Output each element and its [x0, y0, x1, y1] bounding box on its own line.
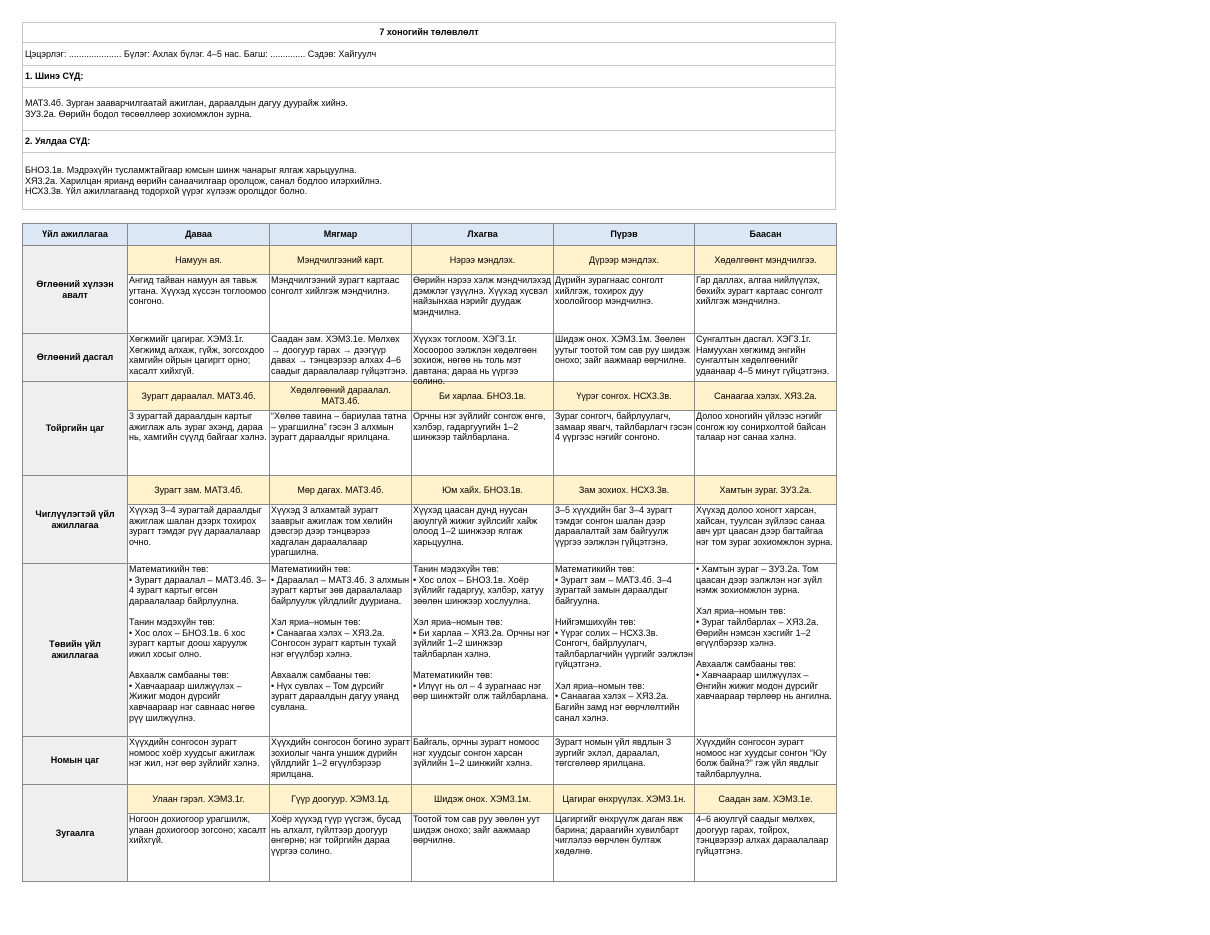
table-cell [128, 505, 270, 564]
cell-text: Байгаль, орчны зурагт номоос нэг хуудсыг сонгон харсан зүйлийн 1–2 шинжийг хэлнэ. [413, 737, 540, 769]
activity-tag: Шидэж онох. ХЭМ3.1м. [412, 785, 554, 814]
table-cell [695, 737, 837, 785]
tag-row [23, 246, 837, 275]
activity-tag: Хамтын зураг. ЗУ3.2а. [695, 476, 837, 505]
activity-tag: Би харлаа. БНО3.1в. [412, 382, 554, 411]
cell-text: Дүрийн зурагнаас сонголт хийлгэж, тохирох дуу хоолойгоор мэндчилнэ. [555, 275, 664, 307]
cell-text: Математикийн төв: • Дараалал – МАТ3.4б. 3 алхмын зурагт картыг зөв дараалалаар байрлуулж үйлдлийг дууриана. Хэл яриа–номын төв: • Санаагаа хэлэх – ХЯ3.2а. Сонгосон зурагт картын тухай нэг өгүүлбэр хэлнэ. Авхаалж самбааны төв: • Нүх сувлах – Том дүрсийг зурагт дараалдын дагуу уяанд сувлана. [271, 564, 410, 712]
cell-text: Хоёр хүүхэд гүүр үүсгэж, бусад нь алхалт, гүйлтээр доогуур өнгөрнө; нэг тойргийн дараа үүргээ солино. [271, 814, 401, 856]
cell-text: Математикийн төв: • Зурагт дараалал – МАТ3.4б. 3–4 зурагт картыг өгсөн дараалалаар байрлуулна. Танин мэдэхүйн төв: • Хос олох – БНО3.1в. 6 хос зурагт картыг доош харуулж ижил хосыг олно. Авхаалж самбааны төв: • Хавчаараар шилжүүлэх – Жижиг модон дүрсийг хавчаараар нэг савнаас нөгөө рүү шилжүүлнэ. [129, 564, 267, 723]
meta-line: Цэцэрлэг: ..................... Бүлэг: Ахлах бүлэг. 4–5 нас. Багш: .............. Сэдэв: Хайгуулч [23, 43, 836, 66]
table-cell [554, 411, 695, 476]
cell-text: Саадан зам. ХЭМ3.1е. Мөлхөх → доогуур гарах → дээгүүр давах → тэнцвэрээр алхах 4–6 саадыг дараалалаар гүйцэтгэнэ. [271, 334, 408, 376]
table-cell [270, 505, 412, 564]
cell-text: Долоо хоногийн үйлээс нэгийг сонгож юу сонирхолтой байсан талаар нэг санаа хэлнэ. [696, 411, 826, 443]
row-label: Номын цаг [23, 737, 128, 785]
activity-tag: Нэрээ мэндлэх. [412, 246, 554, 275]
table-cell [128, 737, 270, 785]
cell-text: Хүүхдийн сонгосон зурагт номоос нэг хуудсыг сонгон “Юу болж байна?” гэж үйл явдлыг тайлбарлуулна. [696, 737, 827, 779]
activity-tag: Санаагаа хэлэх. ХЯ3.2а. [695, 382, 837, 411]
table-cell [270, 564, 412, 737]
table-cell [695, 411, 837, 476]
cell-text: “Хөлөө тавина – бариулаа татна – урагшилна” гэсэн 3 алхмын зурагт дараалдыг ярилцана. [271, 411, 407, 443]
cell-text: 3 зурагтай дараалдын картыг ажиглаж аль зураг эхэнд, дараа нь, хамгийн сүүлд байгааг хэлнэ. [129, 411, 267, 443]
row-label: Тойргийн цаг [23, 382, 128, 476]
activity-tag: Гүүр доогуур. ХЭМ3.1д. [270, 785, 412, 814]
table-cell [270, 334, 412, 382]
tag-row [23, 785, 837, 814]
cell-text: Хүүхэд 3–4 зурагтай дараалдыг ажиглаж шалан дээрх тохирох зурагт тэмдэг рүү дараалалаар очно. [129, 505, 262, 547]
cell-text: Тоотой том сав руу зөөлөн уут шидэж онохо; зайг аажмаар өөрчилнө. [413, 814, 541, 846]
table-cell [554, 564, 695, 737]
table-cell [412, 411, 554, 476]
cell-text: Хүүхдийн сонгосон зурагт номоос хоёр хуудсыг ажиглаж нэг жил, нэг өөр зүйлийг хэлнэ. [129, 737, 260, 769]
section2-heading: 2. Уялдаа СҮД: [23, 131, 836, 153]
row-label: Зугаалга [23, 785, 128, 882]
activity-tag: Юм хайх. БНО3.1в. [412, 476, 554, 505]
header-table [22, 22, 836, 210]
cell-text: Орчны нэг зүйлийг сонгож өнгө, хэлбэр, гадаргуугийн 1–2 шинжээр тайлбарлана. [413, 411, 546, 443]
table-cell [412, 564, 554, 737]
table-cell [554, 505, 695, 564]
section1-body: МАТ3.4б. Зурган зааварчилгаатай ажиглан, дараалдын дагуу дуурайж хийнэ. ЗУ3.2а. Өөрийн бодол төсөөллөөр зохиомжлон зурна. [23, 88, 836, 131]
cell-text: Зурагт номын үйл явдлын 3 зургийг эхлэл, дараалал, төгсгөлөөр ярилцана. [555, 737, 672, 769]
cell-text: Гар даллах, алгаа нийлүүлэх, бөхийх зурагт картаас сонголт хийлгэж мэндчилнэ. [696, 275, 823, 307]
table-cell [270, 275, 412, 334]
row-label: Өглөөний дасгал [23, 334, 128, 382]
row-label: Төвийн үйл ажиллагаа [23, 564, 128, 737]
activity-tag: Улаан гэрэл. ХЭМ3.1г. [128, 785, 270, 814]
activity-tag: Зурагт дараалал. МАТ3.4б. [128, 382, 270, 411]
cell-text: Хүүхэд долоо хоногт харсан, хайсан, туулсан зүйлээс санаа авч урт цаасан дээр багтайгаа нэг том зураг зохиомжлон зурна. [696, 505, 833, 547]
activity-tag: Зам зохиох. НСХ3.3в. [554, 476, 695, 505]
table-row [23, 814, 837, 882]
activity-tag: Үүрэг сонгох. НСХ3.3в. [554, 382, 695, 411]
table-row [23, 564, 837, 737]
table-row [23, 275, 837, 334]
table-row [23, 334, 837, 382]
activity-tag: Мэндчилгээний карт. [270, 246, 412, 275]
cell-text: Математикийн төв: • Зурагт зам – МАТ3.4б. 3–4 зурагтай замын дараалдыг байгуулна. Нийгэмшихүйн төв: • Үүрэг солих – НСХ3.3в. Сонгогч, байрлуулагч, тайлбарлагчийн үүргийг ээлжлэн гүйцэтгэнэ. Хэл яриа–номын төв: • Санаагаа хэлэх – ХЯ3.2а. Багийн замд нэг өөрчлөлтийн санал хэлнэ. [555, 564, 693, 723]
col-header: Мягмар [270, 224, 412, 246]
table-cell [695, 564, 837, 737]
table-cell [128, 564, 270, 737]
col-header: Үйл ажиллагаа [23, 224, 128, 246]
table-cell [128, 814, 270, 882]
cell-text: Хүүхэд 3 алхамтай зурагт зааврыг ажиглаж том хөлийн дэвсгэр дээр тэнцвэрээ хадгалан дараалалаар урагшилна. [271, 505, 393, 558]
cell-text: 4–6 аюулгүй саадыг мөлхөх, доогуур гарах, тойрох, тэнцвэрээр алхах дараалалаар гүйцэтгэнэ. [696, 814, 829, 856]
table-cell [554, 814, 695, 882]
tag-row [23, 476, 837, 505]
col-header: Даваа [128, 224, 270, 246]
table-cell [270, 737, 412, 785]
cell-text: Сунгалтын дасгал. ХЭГ3.1г. Намуухан хөгжимд энгийн сунгалтын хөдөлгөөнийг удаанаар 4–5 минут гүйцэтгэнэ. [696, 334, 830, 376]
table-cell [270, 411, 412, 476]
cell-text: Хүүхэд цаасан дунд нуусан аюулгүй жижиг зүйлсийг хайж олоод 1–2 шинжээр ялгаж харьцуулна. [413, 505, 538, 547]
cell-text: Зураг сонгогч, байрлуулагч, замаар явагч, тайлбарлагч гэсэн 4 үүргээс нэгийг сонгоно. [555, 411, 693, 443]
table-cell [128, 275, 270, 334]
table-cell [695, 334, 837, 382]
table-cell [695, 505, 837, 564]
cell-text: Хүүхдийн сонгосон богино зурагт зохиолыг чанга уншиж дүрийн үйлдлийг 1–2 өгүүлбэрээр ярилцана. [271, 737, 410, 779]
activity-tag: Саадан зам. ХЭМ3.1е. [695, 785, 837, 814]
page-title: 7 хоногийн төлөвлөлт [23, 23, 836, 43]
cell-text: Ангид тайван намуун ая тавьж угтана. Хүүхэд хүссэн тоглоомоо сонгоно. [129, 275, 267, 307]
header-row [23, 224, 837, 246]
cell-text: Хөгжмийг цагираг. ХЭМ3.1г. Хөгжимд алхаж, гүйж, зогсохдоо хамгийн ойрын цагиргт орно; хасалт хийхгүй. [129, 334, 265, 376]
table-cell [554, 737, 695, 785]
table-cell [412, 814, 554, 882]
activity-tag: Цагираг өнхрүүлэх. ХЭМ3.1н. [554, 785, 695, 814]
table-cell [412, 275, 554, 334]
activity-tag: Дүрээр мэндлэх. [554, 246, 695, 275]
table-cell [695, 275, 837, 334]
table-cell [412, 737, 554, 785]
table-cell [128, 334, 270, 382]
cell-text: Шидэж онох. ХЭМ3.1м. Зөөлөн уутыг тоотой том сав руу шидэж онохо; зайг аажмаар өөрчилнө. [555, 334, 690, 366]
col-header: Лхагва [412, 224, 554, 246]
table-cell [554, 334, 695, 382]
section1-heading: 1. Шинэ СҮД: [23, 66, 836, 88]
cell-text: Цагиргийг өнхрүүлж даган явж барина; дараагийн хувилбарт чиглэлээ өөрчлөн бултаж хөдөлнө. [555, 814, 683, 856]
col-header: Баасан [695, 224, 837, 246]
cell-text: Мэндчилгээний зурагт картаас сонголт хийлгэж мэндчилнэ. [271, 275, 400, 296]
row-label: Өглөөний хүлээн авалт [23, 246, 128, 334]
cell-text: Хүүхэх тоглоом. ХЭГ3.1г. Хосоороо ээлжлэн хөдөлгөөн зохиож, нөгөө нь толь мэт давтана; дараа нь үүргээ солино. [413, 334, 537, 387]
activity-tag: Мөр дагах. МАТ3.4б. [270, 476, 412, 505]
table-cell [128, 411, 270, 476]
cell-text: Өөрийн нэрээ хэлж мэндчилэхэд дэмжлэг үзүүлнэ. Хүүхэд хүсвэл найзынхаа нэрийг дуудаж мэндчилнэ. [413, 275, 552, 317]
table-row [23, 411, 837, 476]
table-cell [412, 334, 554, 387]
activity-tag: Хөдөлгөөнт мэндчилгээ. [695, 246, 837, 275]
table-row [23, 737, 837, 785]
table-cell [695, 814, 837, 882]
table-cell [270, 814, 412, 882]
table-row [23, 505, 837, 564]
activity-tag: Зурагт зам. МАТ3.4б. [128, 476, 270, 505]
section2-body: БНО3.1в. Мэдрэхүйн тусламжтайгаар юмсын шинж чанарыг ялгаж харьцуулна. ХЯ3.2а. Харилцан ярианд өөрийн санаачилгаар оролцож, санал бодлоо илэрхийлнэ. НСХ3.3в. Үйл ажиллагаанд тодорхой үүрэг хүлээж оролцдог болно. [23, 153, 836, 210]
cell-text: 3–5 хүүхдийн баг 3–4 зурагт тэмдэг сонгон шалан дээр дараалалтай зам байгуулж үүргээ ээлжлэн гүйцэтгэнэ. [555, 505, 673, 547]
cell-text: • Хамтын зураг – ЗУ3.2а. Том цаасан дээр ээлжлэн нэг зүйл нэмж зохиомжлон зурна. Хэл яриа–номын төв: • Зураг тайлбарлах – ХЯ3.2а. Өөрийн нэмсэн хэсгийг 1–2 өгүүлбэрээр хэлнэ. Авхаалж самбааны төв: • Хавчаараар шилжүүлэх – Өнгийн жижиг модон дүрсийг хавчаараар төрлөөр нь ангилна. [696, 564, 832, 702]
col-header: Пүрэв [554, 224, 695, 246]
row-label: Чиглүүлэгтэй үйл ажиллагаа [23, 476, 128, 564]
table-cell [554, 275, 695, 334]
cell-text: Ногоон дохиогоор урагшилж, улаан дохиогоор зогсоно; хасалт хийхгүй. [129, 814, 267, 846]
schedule-table [22, 223, 837, 882]
activity-tag: Хөдөлгөөний дараалал. МАТ3.4б. [270, 382, 412, 411]
activity-tag: Намуун ая. [128, 246, 270, 275]
cell-text: Танин мэдэхүйн төв: • Хос олох – БНО3.1в. Хоёр зүйлийг гадаргуу, хэлбэр, хатуу зөөлөн шинжээр хослуулна. Хэл яриа–номын төв: • Би харлаа – ХЯ3.2а. Орчны нэг зүйлийг 1–2 шинжээр тайлбарлан хэлнэ. Математикийн төв: • Илүүг нь ол – 4 зурагнаас нэг өөр шинжтэйг олж тайлбарлана. [413, 564, 550, 702]
table-cell [412, 505, 554, 564]
